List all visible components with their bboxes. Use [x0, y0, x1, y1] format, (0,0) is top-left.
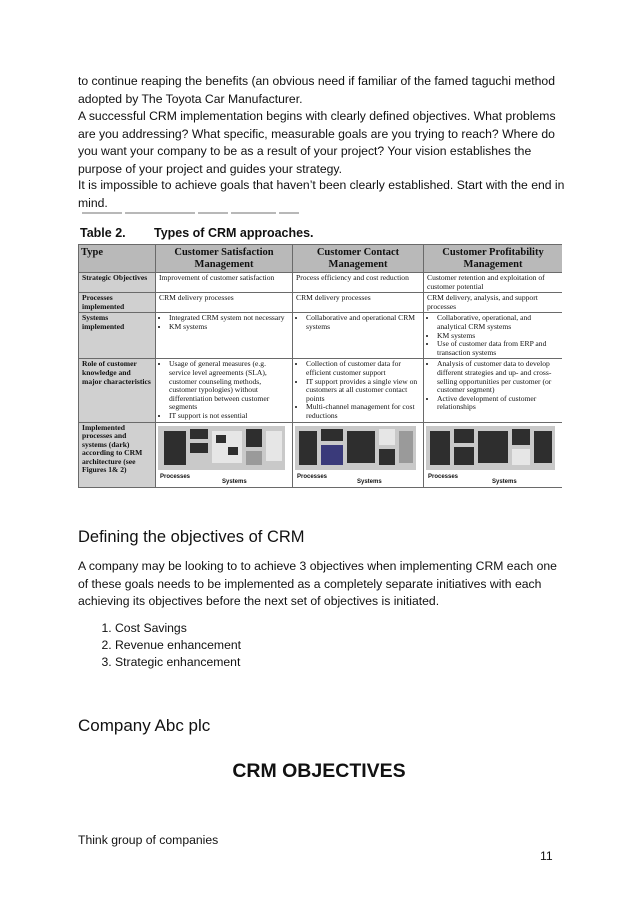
crm-objectives-title: CRM OBJECTIVES	[232, 760, 406, 782]
header-profitability: Customer Profitability Management	[424, 245, 563, 273]
processes-label: Processes	[428, 473, 459, 480]
systems-label: Systems	[357, 478, 382, 485]
table-row	[79, 313, 563, 359]
list-item: • KM systems	[437, 332, 559, 341]
list-item: • Use of customer data from ERP and transaction systems	[437, 340, 559, 357]
cell-strategic-contact: Process efficiency and cost reduction	[293, 273, 424, 293]
crm-approaches-table	[78, 244, 562, 488]
architecture-diagram-profitability	[424, 422, 563, 488]
paragraph-objectives-intro: A company may be looking to to achieve 3 objectives when implementing CRM each one of these goals needs to be implemented as a completely separate initiatives with each achieving its objectives before the next set of objectives is initiated.	[78, 559, 557, 608]
paragraph-taguchi: to continue reaping the benefits (an obvious need if familiar of the famed taguchi method adopted by The Toyota Car Manufacturer.	[78, 74, 555, 106]
header-satisfaction: Customer Satisfaction Management	[156, 245, 293, 273]
cell-role-satisfaction	[156, 359, 293, 422]
header-type: Type	[79, 245, 156, 273]
list-item: • Active development of customer relationships	[437, 395, 559, 412]
list-item: • Analysis of customer data to develop different strategies and up- and cross-selling opportunities per customer (or customer segment)	[437, 360, 559, 394]
paragraph-crm-implementation: A successful CRM implementation begins with clearly defined objectives. What problems are you addressing? What specific, measurable goals are you trying to reach? Where do you want your company to be as a result of your project? Your vision establishes the purpose of your project and guides your strategy.	[78, 109, 556, 176]
cell-role-contact	[293, 359, 424, 422]
list-item: • Collaborative and operational CRM systems	[306, 314, 420, 331]
systems-label: Systems	[492, 478, 517, 485]
objectives-list	[97, 620, 241, 671]
list-item: • Integrated CRM system not necessary	[169, 314, 289, 323]
cell-processes-contact: CRM delivery processes	[293, 293, 424, 313]
cell-systems-contact	[293, 313, 424, 359]
architecture-diagram-contact	[293, 422, 424, 488]
cell-systems-profitability	[424, 313, 563, 359]
table-row	[79, 359, 563, 422]
section-heading-objectives: Defining the objectives of CRM	[78, 528, 305, 546]
systems-label: Systems	[222, 478, 247, 485]
paragraph-goals: It is impossible to achieve goals that haven’t been clearly established. Start with the end in mind.	[78, 178, 565, 210]
architecture-diagram	[293, 423, 418, 485]
cell-processes-satisfaction: CRM delivery processes	[156, 293, 293, 313]
table-row	[79, 422, 563, 488]
list-item: • Usage of general measures (e.g. service level agreements (SLA), customer counseling methods, customer typologies) without differentiation between customer segments	[169, 360, 289, 412]
row-head-strategic: Strategic Objectives	[79, 273, 156, 293]
paragraph-company-note: Think group of companies	[78, 833, 219, 847]
header-contact: Customer Contact Management	[293, 245, 424, 273]
architecture-diagram-satisfaction	[156, 422, 293, 488]
list-item: • IT support provides a single view on customers at all customer contact points	[306, 378, 420, 404]
list-item: 3. Strategic enhancement	[115, 654, 241, 671]
table-row	[79, 273, 563, 293]
cell-systems-satisfaction	[156, 313, 293, 359]
cell-role-profitability	[424, 359, 563, 422]
company-heading: Company Abc plc	[78, 716, 211, 735]
table-row	[79, 293, 563, 313]
list-item: • Collaborative, operational, and analytical CRM systems	[437, 314, 559, 331]
list-item: 1. Cost Savings	[115, 620, 241, 637]
architecture-diagram	[156, 423, 287, 485]
cell-strategic-profitability: Customer retention and exploitation of customer potential	[424, 273, 563, 293]
architecture-diagram	[424, 423, 557, 485]
processes-label: Processes	[297, 473, 328, 480]
processes-label: Processes	[160, 473, 191, 480]
list-item: • Multi-channel management for cost reductions	[306, 403, 420, 420]
list-item: • Collection of customer data for efficient customer support	[306, 360, 420, 377]
row-head-processes: Processes implemented	[79, 293, 156, 313]
list-item: 2. Revenue enhancement	[115, 637, 241, 654]
list-item: • IT support is not essential	[169, 412, 289, 421]
table-caption-number: Table 2.	[80, 226, 126, 240]
list-item: • KM systems	[169, 323, 289, 332]
crm-approaches-table-image	[78, 212, 562, 494]
row-head-role: Role of customer knowledge and major characteristics	[79, 359, 156, 422]
cell-strategic-satisfaction: Improvement of customer satisfaction	[156, 273, 293, 293]
page-number: 11	[540, 849, 553, 863]
scan-residue	[82, 212, 312, 216]
table-header-row	[79, 245, 563, 273]
cell-processes-profitability: CRM delivery, analysis, and support processes	[424, 293, 563, 313]
row-head-architecture: Implemented processes and systems (dark) according to CRM architecture (see Figures 1& 2)	[79, 422, 156, 488]
row-head-systems: Systems implemented	[79, 313, 156, 359]
table-caption-title: Types of CRM approaches.	[154, 226, 314, 240]
